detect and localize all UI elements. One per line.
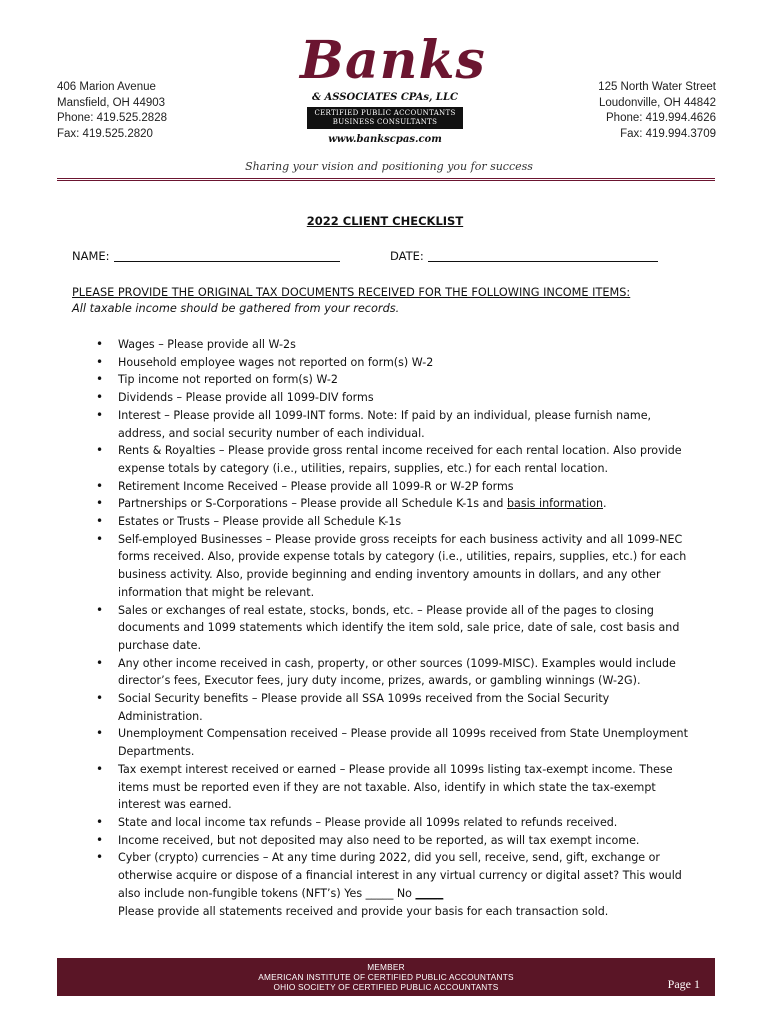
instructions (72, 285, 712, 317)
page-number: Page 1 (667, 977, 700, 991)
list-item-partnerships (96, 495, 696, 513)
list-item: • Income received, but not deposited may also need to be reported, as will tax exempt income. (96, 832, 696, 850)
mansfield-address (57, 80, 167, 142)
list-item: • Wages – Please provide all W-2s (96, 336, 696, 354)
name-blank-line[interactable] (114, 250, 340, 262)
instructions-heading: PLEASE PROVIDE THE ORIGINAL TAX DOCUMENTS RECEIVED FOR THE FOLLOWING INCOME ITEMS: (72, 286, 631, 299)
list-item: • Unemployment Compensation received – Please provide all 1099s received from State Unemployment Departments. (96, 725, 696, 760)
instructions-note: All taxable income should be gathered from your records. (72, 302, 400, 315)
date-label: DATE: (390, 249, 424, 263)
membership-footer (57, 958, 715, 996)
loudonville-address (598, 80, 716, 142)
logo-brand: Banks (300, 30, 486, 91)
fax-line: Fax: 419.994.3709 (620, 127, 716, 140)
partnerships-period: . (603, 497, 607, 511)
date-blank-line[interactable] (428, 250, 658, 262)
list-item: • Any other income received in cash, property, or other sources (1099-MISC). Examples would include director’s fees, Executor fees, jury duty income, prizes, awards, or gambling winnings (W-2G). (96, 655, 696, 690)
partnerships-text: Partnerships or S-Corporations – Please provide all Schedule K-1s and (118, 497, 507, 511)
crypto-no-blank[interactable]: _____ (415, 886, 444, 900)
member-label: MEMBER (367, 962, 405, 972)
oscpa-line: OHIO SOCIETY OF CERTIFIED PUBLIC ACCOUNTANTS (273, 982, 499, 992)
basis-information-link[interactable]: basis information (506, 497, 604, 511)
phone-line: Phone: 419.525.2828 (57, 112, 167, 124)
logo-certification-box (307, 107, 463, 129)
address-line: Mansfield, OH 44903 (57, 96, 166, 109)
list-item: • Tax exempt interest received or earned – Please provide all 1099s listing tax-exempt income. These items must be reported even if they are not taxable. Also, identify in which state the tax-exempt interest was earned. (96, 761, 696, 814)
fax-line: Fax: 419.525.2820 (57, 127, 153, 140)
list-item: • Tip income not reported on form(s) W-2 (96, 371, 696, 389)
list-item: • Social Security benefits – Please provide all SSA 1099s received from the Social Security Administration. (96, 690, 696, 725)
address-line: Loudonville, OH 44842 (599, 96, 716, 109)
list-item: • Interest – Please provide all 1099-INT forms. Note: If paid by an individual, please furnish name, address, and social security number of each individual. (96, 407, 696, 442)
logo-associates: & ASSOCIATES CPAs, LLC (312, 92, 458, 103)
list-item: • Estates or Trusts – Please provide all Schedule K-1s (96, 513, 696, 531)
list-item: • Rents & Royalties – Please provide gross rental income received for each rental location. Also provide expense totals by category (i.e., utilities, repairs, supplies, etc.) for each rental location. (96, 442, 696, 477)
address-line: 125 North Water Street (598, 81, 716, 93)
name-field[interactable] (72, 249, 340, 263)
header-divider (57, 178, 715, 181)
list-item: • Sales or exchanges of real estate, stocks, bonds, etc. – Please provide all of the pages to closing documents and 1099 statements which identify the item sold, sale price, date of sale, cost basis and purchase date. (96, 602, 696, 655)
name-label: NAME: (72, 249, 110, 263)
list-item: • State and local income tax refunds – Please provide all 1099s related to refunds received. (96, 814, 696, 832)
list-item: • Self-employed Businesses – Please provide gross receipts for each business activity and all 1099-NEC forms received. Also, provide expense totals by category (i.e., utilities, repairs, supplies, etc.) for each business activity. Also, provide beginning and ending inventory amounts in dollars, and any other information that might be relevant. (96, 531, 696, 602)
phone-line: Phone: 419.994.4626 (606, 112, 716, 124)
tagline: Sharing your vision and positioning you for success (245, 160, 533, 173)
list-item: • Household employee wages not reported on form(s) W-2 (96, 354, 696, 372)
banks-logo (300, 30, 486, 145)
date-field[interactable] (390, 249, 658, 263)
crypto-followup: Please provide all statements received and provide your basis for each transaction sold. (118, 904, 609, 918)
crypto-question: Cyber (crypto) currencies – At any time during 2022, did you sell, receive, send, gift, exchange or otherwise acquire or dispose of a financial interest in any virtual currency or digital asset? This would also include non-fungible tokens (NFT’s) Yes _____ No (118, 851, 682, 900)
logo-consult-line: BUSINESS CONSULTANTS (332, 118, 438, 126)
membership-lines (57, 962, 715, 992)
list-item-crypto (96, 849, 696, 920)
address-line: 406 Marion Avenue (57, 81, 156, 93)
logo-cert-line: CERTIFIED PUBLIC ACCOUNTANTS (314, 109, 456, 117)
income-items-list (96, 336, 696, 920)
list-item: • Dividends – Please provide all 1099-DIV forms (96, 389, 696, 407)
aicpa-line: AMERICAN INSTITUTE OF CERTIFIED PUBLIC ACCOUNTANTS (258, 972, 514, 982)
page-title: 2022 CLIENT CHECKLIST (306, 214, 464, 228)
logo-website: www.bankscpas.com (328, 134, 442, 145)
list-item: • Retirement Income Received – Please provide all 1099-R or W-2P forms (96, 478, 696, 496)
